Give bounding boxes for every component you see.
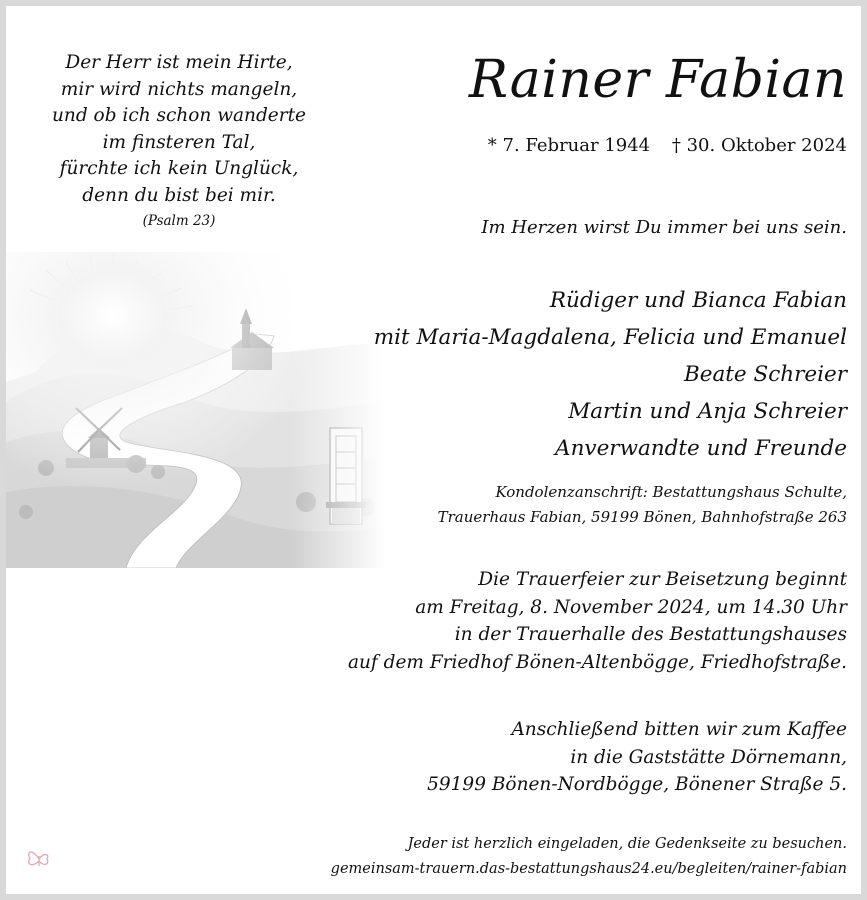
butterfly-logo-icon (24, 844, 54, 874)
coffee-line: 59199 Bönen-Nordbögge, Bönener Straße 5. (427, 774, 847, 795)
obituary-card (6, 6, 861, 894)
mourner-line: Martin und Anja Schreier (568, 399, 847, 424)
psalm-verse (20, 50, 338, 231)
coffee-info (427, 716, 847, 799)
mourners-list (374, 282, 847, 467)
condolence-address (438, 480, 847, 530)
ceremony-line: auf dem Friedhof Bönen-Altenbögge, Friedhofstraße. (347, 651, 847, 673)
mourner-line: Rüdiger und Bianca Fabian (549, 288, 847, 313)
psalm-source: (Psalm 23) (142, 213, 216, 229)
life-dates (488, 134, 847, 158)
birth-date: * 7. Februar 1944 (487, 135, 651, 156)
landscape-sketch-icon (6, 252, 386, 568)
deceased-name: Rainer Fabian (468, 50, 847, 110)
coffee-line: in die Gaststätte Dörnemann, (570, 746, 847, 768)
ceremony-line: am Freitag, 8. November 2024, um 14.30 Uhr (415, 596, 847, 618)
ceremony-line: in der Trauerhalle des Bestattungshauses (454, 624, 847, 645)
psalm-line: denn du bist bei mir. (82, 184, 276, 206)
memorial-url-link[interactable]: gemeinsam-trauern.das-bestattungshaus24.eu/begleiten/rainer-fabian (330, 861, 847, 877)
psalm-line: Der Herr ist mein Hirte, (65, 52, 293, 73)
death-date: † 30. Oktober 2024 (671, 135, 847, 156)
coffee-line: Anschließend bitten wir zum Kaffee (511, 719, 847, 740)
condolence-line: Kondolenzanschrift: Bestattungshaus Schulte, (495, 483, 847, 501)
psalm-line: fürchte ich kein Unglück, (59, 158, 299, 179)
invitation-text: Jeder ist herzlich eingeladen, die Gedenkseite zu besuchen. (407, 836, 847, 852)
motto: Im Herzen wirst Du immer bei uns sein. (481, 217, 847, 238)
ceremony-line: Die Trauerfeier zur Beisetzung beginnt (478, 569, 847, 590)
condolence-line: Trauerhaus Fabian, 59199 Bönen, Bahnhofstraße 263 (437, 508, 847, 526)
memorial-page-note (331, 832, 847, 882)
psalm-line: im finsteren Tal, (102, 131, 256, 153)
psalm-line: und ob ich schon wanderte (52, 105, 306, 126)
mourner-line: mit Maria-Magdalena, Felicia und Emanuel (373, 325, 847, 350)
ceremony-info (348, 566, 847, 676)
mourner-line: Beate Schreier (683, 362, 847, 387)
mourner-line: Anverwandte und Freunde (555, 436, 847, 461)
psalm-line: mir wird nichts mangeln, (60, 78, 298, 100)
